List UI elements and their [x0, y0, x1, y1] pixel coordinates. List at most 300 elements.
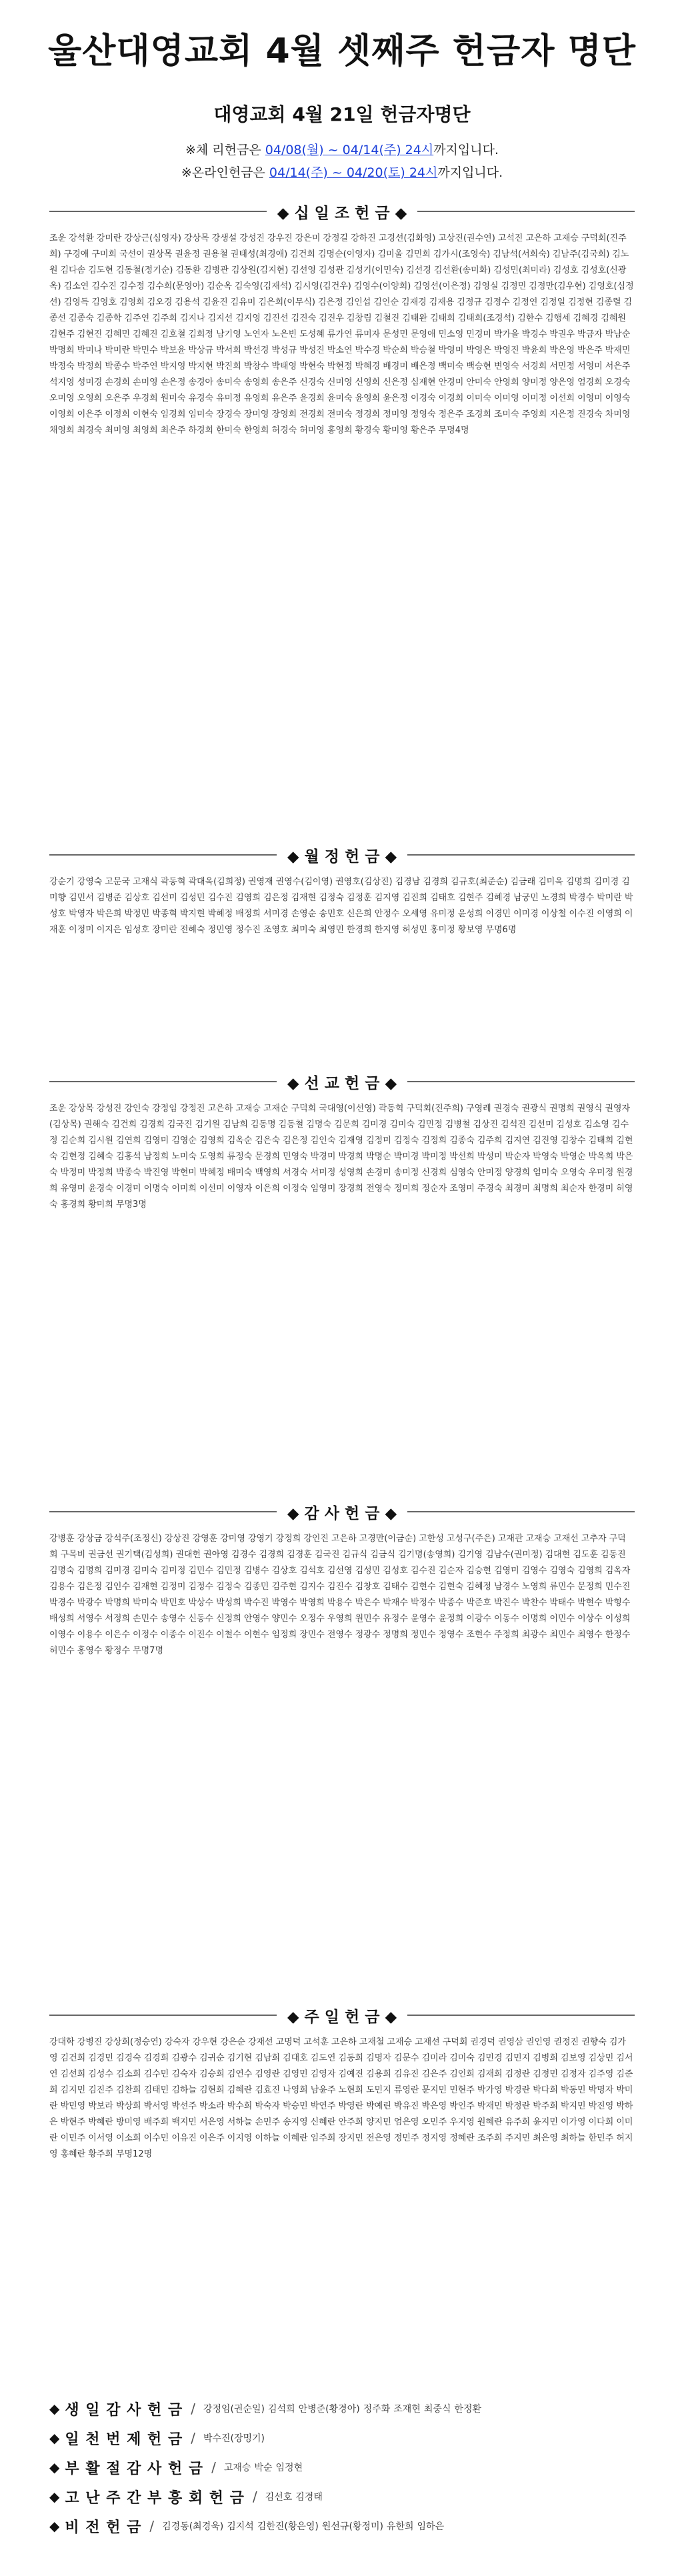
donor-name: 최은주 — [160, 425, 186, 435]
donor-name: 권경덕 — [470, 2037, 496, 2047]
donor-name: 변영숙 — [494, 361, 519, 371]
donor-name: 민수진 — [605, 1582, 631, 1592]
donor-name: 김용희 — [366, 2069, 391, 2079]
donor-name: 신동수 — [188, 1614, 214, 1624]
donor-name: 고재승 — [223, 2463, 251, 2473]
donor-name: 김창림 — [347, 313, 372, 323]
donor-name: 한민주 — [588, 2133, 614, 2143]
donor-name: 이수민 — [143, 2133, 169, 2143]
summary-row-thousand — [49, 2423, 635, 2453]
donor-name: 권영호(김상진) — [335, 877, 393, 887]
donor-name: 양경희 — [505, 1168, 531, 1178]
donor-name: 김진희 — [402, 893, 428, 903]
donor-name: 정민수 — [410, 1630, 436, 1640]
donor-name: 김순자 — [438, 1566, 464, 1576]
donor-name: 김성민 — [355, 1566, 381, 1576]
donor-name: 노경희 — [541, 893, 567, 903]
donor-name: 양지민 — [366, 2117, 391, 2127]
donor-name: 윤성희 — [457, 909, 483, 919]
donor-name: 박성희 — [216, 1598, 241, 1608]
donor-name: 김미경 — [593, 877, 619, 887]
donor-name: 국선이 — [119, 249, 145, 259]
donor-name: 김병관 — [203, 265, 229, 275]
donor-name: 김미정 — [160, 1566, 186, 1576]
donor-name: 남윤주 — [310, 2085, 336, 2095]
donor-name: 문경희 — [255, 1152, 281, 1162]
donor-name: 김문희 — [334, 1120, 359, 1130]
donor-name: 김정수 — [485, 297, 510, 307]
donor-name: 황경숙 — [355, 425, 381, 435]
donor-name: 이종수 — [160, 1630, 186, 1640]
donor-name: 김주영 — [588, 2069, 614, 2079]
donor-name: 서영미 — [577, 361, 603, 371]
donor-name: 박진영 — [588, 2101, 614, 2111]
donor-name: 박상규 — [188, 345, 214, 355]
donor-name: 김선미 — [152, 893, 177, 903]
donor-name: 강병진 — [77, 2037, 103, 2047]
donor-name: 김호철 — [160, 329, 186, 339]
donor-name: 오영숙 — [560, 1168, 586, 1178]
donor-name: 김정란 — [505, 2069, 531, 2079]
donor-name: 남정희 — [143, 1152, 169, 1162]
donor-name: 유미정 — [216, 393, 241, 403]
divider-line — [49, 211, 267, 212]
donor-name: 홍혜란 — [60, 2149, 86, 2159]
donor-name: 지은정 — [549, 409, 575, 419]
donor-name: 류영란 — [393, 2085, 419, 2095]
donor-name: 황주희 — [88, 2149, 113, 2159]
donor-name: 김하늘 — [171, 2085, 197, 2095]
donor-name: 김명숙 — [306, 1120, 332, 1130]
donor-name: 박혜정 — [199, 1168, 225, 1178]
donor-name: 이명숙 — [143, 1184, 169, 1194]
donor-name: 심재현 — [410, 377, 436, 387]
donor-name: 유은주 — [271, 393, 297, 403]
donor-name: 김영호(심정선) — [49, 281, 634, 307]
note-period: 04/08(월) ~ 04/14(주) 24시 — [265, 143, 434, 157]
donor-name: 박정희 — [77, 361, 103, 371]
donor-name: 손경희 — [105, 377, 131, 387]
donor-name: 김병준 — [96, 893, 122, 903]
donor-name: 김태완 — [402, 313, 428, 323]
donor-name: 박진수 — [494, 1598, 519, 1608]
donor-name: 김석희 — [268, 2404, 295, 2415]
donor-name: 무명3명 — [115, 1200, 147, 1210]
donor-name: 박가을 — [494, 329, 519, 339]
donor-name: 최중식 — [423, 2404, 451, 2415]
donor-name: 김경희 — [143, 2053, 169, 2063]
donor-name: 박정희 — [88, 1168, 113, 1178]
donor-name: 김재현 — [133, 1582, 158, 1592]
donor-name: 박윤희 — [521, 345, 547, 355]
donor-name: 김현희 — [199, 2085, 225, 2095]
donor-name: 안병준(황경아) — [298, 2404, 360, 2415]
donor-name: 구덕회 — [291, 1104, 317, 1114]
donor-name: 박은수 — [355, 1598, 381, 1608]
donor-name: 김영희 — [577, 1566, 603, 1576]
donor-name: 조재현 — [393, 2404, 421, 2415]
donor-name: 주지민 — [505, 2133, 531, 2143]
donor-name: 구덕회(진주희) — [49, 233, 627, 259]
donor-name: 유정수 — [383, 1614, 408, 1624]
donor-name: 김병철 — [445, 1120, 471, 1130]
donor-name: 신은희 — [347, 909, 372, 919]
donor-name: 김진우 — [319, 313, 344, 323]
donor-name: 서경숙 — [283, 1168, 308, 1178]
donor-name: 이명희 — [521, 1614, 547, 1624]
donor-name: 채영희 — [49, 425, 75, 435]
donor-name: 고재관 — [497, 1534, 523, 1544]
donor-name: 남기영 — [216, 329, 241, 339]
donor-name: 이선희 — [549, 393, 575, 403]
donor-name: 이상수 — [577, 1614, 603, 1624]
donor-name: 박종수 — [438, 1598, 464, 1608]
donor-name: 강인진 — [303, 1534, 329, 1544]
donor-name: 김건희 — [111, 1120, 137, 1130]
summary-names — [265, 2490, 326, 2503]
donor-name: 박수진 — [243, 1598, 269, 1608]
section-title: ◆ 감 사 헌 금 ◆ — [287, 1504, 397, 1522]
donor-name: 권해숙 — [83, 1120, 109, 1130]
donor-name: 권태성(최경애) — [230, 249, 288, 259]
donor-name: 박유진 — [393, 2101, 419, 2111]
donor-name: 김혜란 — [227, 2085, 253, 2095]
donor-name: 고재식 — [133, 877, 158, 887]
divider-line — [407, 1511, 635, 1512]
donor-name: 김성민 — [179, 893, 205, 903]
donor-name: 나영희 — [283, 2085, 308, 2095]
donor-name: 김남석(서희숙) — [493, 249, 550, 259]
donor-name: 박가영 — [477, 2085, 503, 2095]
donor-name: 강정진 — [179, 1104, 205, 1114]
donor-name: 김숙영(김재석) — [234, 281, 292, 291]
donor-name: 유영희 — [243, 393, 269, 403]
donor-name: 권향숙 — [581, 2037, 607, 2047]
donor-name: 정혜란 — [449, 2133, 475, 2143]
donor-name: 김기현 — [227, 2053, 253, 2063]
donor-name: 김준희 — [49, 2069, 633, 2095]
donor-name: 박동민 — [560, 2085, 586, 2095]
donor-name: 윤영희 — [355, 393, 381, 403]
donor-name: 김정숙 — [319, 893, 344, 903]
donor-name: 이은희 — [255, 1184, 281, 1194]
donor-name: 장민수 — [299, 1630, 325, 1640]
donor-name: 박숙자 — [255, 2101, 281, 2111]
donor-name: 배성희 — [49, 1614, 75, 1624]
donor-name: 김선미 — [528, 1120, 554, 1130]
donor-name: 권인영 — [525, 2037, 551, 2047]
donor-name: 고은하 — [331, 1534, 357, 1544]
donor-name: 김민서 — [69, 893, 94, 903]
donor-name: 원경희 — [49, 1168, 633, 1194]
donor-name: 고석훈 — [303, 2037, 329, 2047]
donor-name: 손은정 — [160, 377, 186, 387]
donor-name: 이민주 — [60, 2133, 86, 2143]
donor-name: 김지나 — [179, 313, 205, 323]
donor-name: 김민희 — [405, 249, 431, 259]
donor-name: 김수정 — [49, 1120, 629, 1146]
donor-name: 강영숙 — [77, 877, 103, 887]
donor-name: 이정미 — [69, 925, 94, 935]
donor-name: 김승희 — [199, 2069, 225, 2079]
donor-name: 송미정 — [393, 1168, 419, 1178]
donor-name: 강정임 — [152, 1104, 177, 1114]
note-prefix: ※온라인헌금은 — [181, 165, 269, 180]
donor-name: 박혜경 — [355, 361, 381, 371]
donor-name: 민소영 — [438, 329, 464, 339]
donor-name: 김인순 — [373, 297, 399, 307]
donor-name: 이유진 — [171, 2133, 197, 2143]
name-list — [49, 1531, 635, 2011]
donor-name: 박주희 — [533, 2101, 558, 2111]
donor-name: 박경수 — [521, 329, 547, 339]
donor-name: 서정희 — [105, 1614, 131, 1624]
donor-name: 송영희 — [243, 377, 269, 387]
donor-name: 배주희 — [143, 2117, 169, 2127]
donor-name: 김은정 — [283, 1136, 308, 1146]
donor-name: 김다솜 — [60, 265, 86, 275]
donor-name: 안경미 — [438, 377, 464, 387]
donor-name: 민현주 — [449, 2085, 475, 2095]
donor-name: 전경희 — [299, 409, 325, 419]
donor-name: 김동철(정기순) — [115, 265, 173, 275]
donor-name: 김인수 — [105, 1582, 131, 1592]
donor-name: 김수진 — [207, 893, 233, 903]
donor-name: 이동수 — [494, 1614, 519, 1624]
donor-name: 고성구(주은) — [446, 1534, 495, 1544]
donor-name: 조영호 — [263, 925, 289, 935]
donor-name: 박금자 — [577, 329, 603, 339]
name-list — [49, 231, 635, 851]
donor-name: 박종혁 — [152, 909, 177, 919]
donor-name: 김태희 — [588, 1136, 614, 1146]
donor-name: 박혜정 — [207, 909, 233, 919]
donor-name: 엄경희 — [577, 377, 603, 387]
donor-name: 정민주 — [393, 2133, 419, 2143]
donor-name: 김시영(김건우) — [294, 281, 351, 291]
donor-name: 김유미 — [230, 297, 256, 307]
donor-name: 구덕회(진주희) — [406, 1104, 463, 1114]
donor-name: 김종민 — [243, 1582, 269, 1592]
donor-name: 이미희 — [171, 1184, 197, 1194]
donor-name: 김민경 — [477, 2053, 503, 2063]
donor-name: 이경미 — [115, 1184, 141, 1194]
donor-name: 김예진 — [338, 2069, 364, 2079]
donor-name: 송영수 — [160, 1614, 186, 1624]
donor-name: 이영숙 — [605, 393, 631, 403]
page-subtitle: 대영교회 4월 21일 헌금자명단 — [213, 103, 471, 125]
donor-name: 박재민 — [477, 2101, 503, 2111]
donor-name: 김시원 — [88, 1136, 113, 1146]
donor-name: 김남주(김국희) — [552, 249, 610, 259]
donor-name: 박현미 — [171, 1168, 197, 1178]
donor-name: 안미숙 — [466, 377, 491, 387]
donor-name: 김성호 — [383, 1566, 408, 1576]
donor-name: 김도연 — [310, 2053, 336, 2063]
donor-name: 김수정 — [119, 281, 145, 291]
donor-name: 김영희 — [199, 1136, 225, 1146]
donor-name: 박순자 — [505, 1152, 531, 1162]
donor-name: 권용철 — [203, 249, 228, 259]
donor-name: 한영희 — [243, 425, 269, 435]
section-header — [49, 1070, 635, 1093]
donor-name: 권정진 — [553, 2037, 579, 2047]
donor-name: 이정수 — [133, 1630, 158, 1640]
donor-name: 석지영 — [49, 377, 75, 387]
section-sunday — [49, 2004, 635, 2395]
donor-name: 김한수 — [517, 313, 543, 323]
donor-name: 김은주 — [421, 2069, 447, 2079]
donor-name: 홍영희 — [327, 425, 353, 435]
donor-name: 박영자 — [69, 909, 94, 919]
donor-name: 김경남 — [395, 877, 421, 887]
donor-name: 김정민 — [501, 281, 527, 291]
donor-name: 김현숙 — [438, 1582, 464, 1592]
donor-name: 정민영 — [207, 925, 233, 935]
donor-name: 김순희 — [60, 1136, 86, 1146]
donor-name: 허민수 — [49, 1646, 75, 1656]
donor-name: 김민지 — [505, 2053, 531, 2063]
donor-name: 신혜란 — [310, 2117, 336, 2127]
donor-name: 윤영수 — [410, 1614, 436, 1624]
donor-name: 안정수 — [374, 909, 400, 919]
donor-name: 구덕회 — [442, 2037, 468, 2047]
donor-name: 이수진 — [569, 909, 595, 919]
donor-name: 김경수 — [231, 1550, 257, 1560]
section-title: ◆ 월 정 헌 금 ◆ — [287, 848, 397, 866]
donor-name: 김지영 — [235, 313, 261, 323]
donor-name: 김주현 — [271, 1582, 297, 1592]
donor-name: 신경숙 — [299, 377, 325, 387]
separator: / — [211, 2459, 216, 2475]
donor-name: 서하늘 — [227, 2117, 253, 2127]
donor-name: 김행세 — [545, 313, 571, 323]
donor-name: 이영수 — [49, 1630, 75, 1640]
donor-name: 박진영 — [143, 1168, 169, 1178]
donor-name: 박미란 — [105, 345, 131, 355]
donor-name: 조미숙 — [494, 409, 519, 419]
donor-name: 김동명 — [250, 1120, 276, 1130]
donor-name: 이혜란 — [283, 2133, 308, 2143]
donor-name: 김동희 — [338, 2053, 364, 2063]
divider-line — [407, 854, 635, 856]
donor-name: 강은미 — [295, 233, 321, 243]
donor-name: 송민호 — [319, 909, 344, 919]
donor-name: 원민수 — [355, 1614, 381, 1624]
donor-name: 김선영 — [291, 265, 316, 275]
donor-name: 김정숙 — [393, 1136, 419, 1146]
donor-name: 정순자 — [421, 1184, 447, 1194]
donor-name: 조경희 — [466, 409, 491, 419]
donor-name: 전혜숙 — [179, 925, 205, 935]
donor-name: 최미영 — [105, 425, 131, 435]
donor-name: 임정희 — [271, 1630, 297, 1640]
donor-name: 고재승 — [525, 1534, 551, 1544]
donor-name: 주영희 — [521, 409, 547, 419]
donor-name: 박준호 — [466, 1598, 491, 1608]
donor-name: 노미숙 — [171, 1152, 197, 1162]
donor-name: 김혜정 — [466, 1582, 491, 1592]
donor-name: 김현숙 — [49, 1136, 633, 1162]
donor-name: 김남희 — [223, 1120, 248, 1130]
donor-name: 강숙자 — [164, 2037, 190, 2047]
donor-name: 임정현 — [275, 2463, 303, 2473]
donor-name: 박소연 — [327, 345, 353, 355]
donor-name: 성미경 — [77, 377, 103, 387]
donor-name: 황정수 — [105, 1646, 131, 1656]
donor-name: 장미영 — [243, 409, 269, 419]
donor-name: 김혜경 — [485, 893, 511, 903]
donor-name: 유주희 — [505, 2117, 531, 2127]
donor-name: 박주연 — [133, 361, 158, 371]
donor-name: 정미영 — [383, 409, 408, 419]
donor-name: 김은정 — [317, 297, 343, 307]
donor-name: 정수진 — [235, 925, 261, 935]
donor-name: 김현주 — [49, 329, 75, 339]
donor-name: 장지민 — [338, 2133, 364, 2143]
donor-name: 방미영 — [115, 2117, 141, 2127]
donor-name: 곽동혁 — [160, 877, 186, 887]
donor-name: 김영희 — [235, 893, 261, 903]
donor-name: 박옥희 — [588, 1152, 614, 1162]
donor-name: 안미정 — [477, 1168, 503, 1178]
donor-name: 송지영 — [283, 2117, 308, 2127]
donor-name: 박명희 — [49, 345, 75, 355]
donor-name: 윤정희 — [438, 1614, 464, 1624]
donor-name: 김명희 — [77, 1566, 103, 1576]
section-title: ◆ 선 교 헌 금 ◆ — [287, 1074, 397, 1092]
diamond-icon: ◆ — [49, 2489, 60, 2505]
donor-name: 김지석 — [227, 2521, 254, 2532]
donor-name: 장경숙 — [216, 409, 241, 419]
donor-name: 김문수 — [393, 2053, 419, 2063]
donor-name: 김정만(김우현) — [529, 281, 586, 291]
donor-name: 김미숙 — [449, 2053, 475, 2063]
donor-name: 성영희 — [338, 1168, 364, 1178]
donor-name: 박연주 — [310, 2101, 336, 2111]
donor-name: 김지연 — [505, 1136, 531, 1146]
donor-name: 박재수 — [383, 1598, 408, 1608]
diamond-icon: ◆ — [49, 2518, 60, 2534]
donor-name: 정명희 — [383, 1630, 408, 1640]
donor-name: 김미숙 — [133, 1566, 158, 1576]
donor-name: 김영미 — [143, 1136, 169, 1146]
donor-name: 정지영 — [421, 2133, 447, 2143]
donor-name: 박용수 — [327, 1598, 353, 1608]
donor-name: 김순옥 — [207, 281, 232, 291]
donor-name: 오경숙 — [605, 377, 631, 387]
donor-name: 박명희 — [105, 1598, 131, 1608]
donor-name: 이가영 — [560, 2117, 586, 2127]
donor-name: 박미란 — [49, 2085, 633, 2111]
donor-name: 노현희 — [338, 2085, 364, 2095]
donor-name: 신영희 — [355, 377, 381, 387]
donor-name: 유미정 — [430, 909, 455, 919]
donor-name: 도민지 — [366, 2085, 391, 2095]
donor-name: 박다희 — [533, 2085, 558, 2095]
donor-name: 김기명(송영희) — [397, 1550, 455, 1560]
donor-name: 박하은 — [49, 2101, 633, 2127]
donor-name: 박미숙 — [133, 1598, 158, 1608]
donor-name: 배경미 — [383, 361, 408, 371]
donor-name: 고명덕 — [275, 2037, 301, 2047]
donor-name: 서미정 — [310, 1168, 336, 1178]
donor-name: 엄은영 — [393, 2117, 419, 2127]
donor-name: 도영희 — [199, 1152, 225, 1162]
donor-name: 고석진 — [497, 233, 523, 243]
name-list — [49, 2035, 635, 2395]
donor-name: 김소연 — [63, 281, 89, 291]
